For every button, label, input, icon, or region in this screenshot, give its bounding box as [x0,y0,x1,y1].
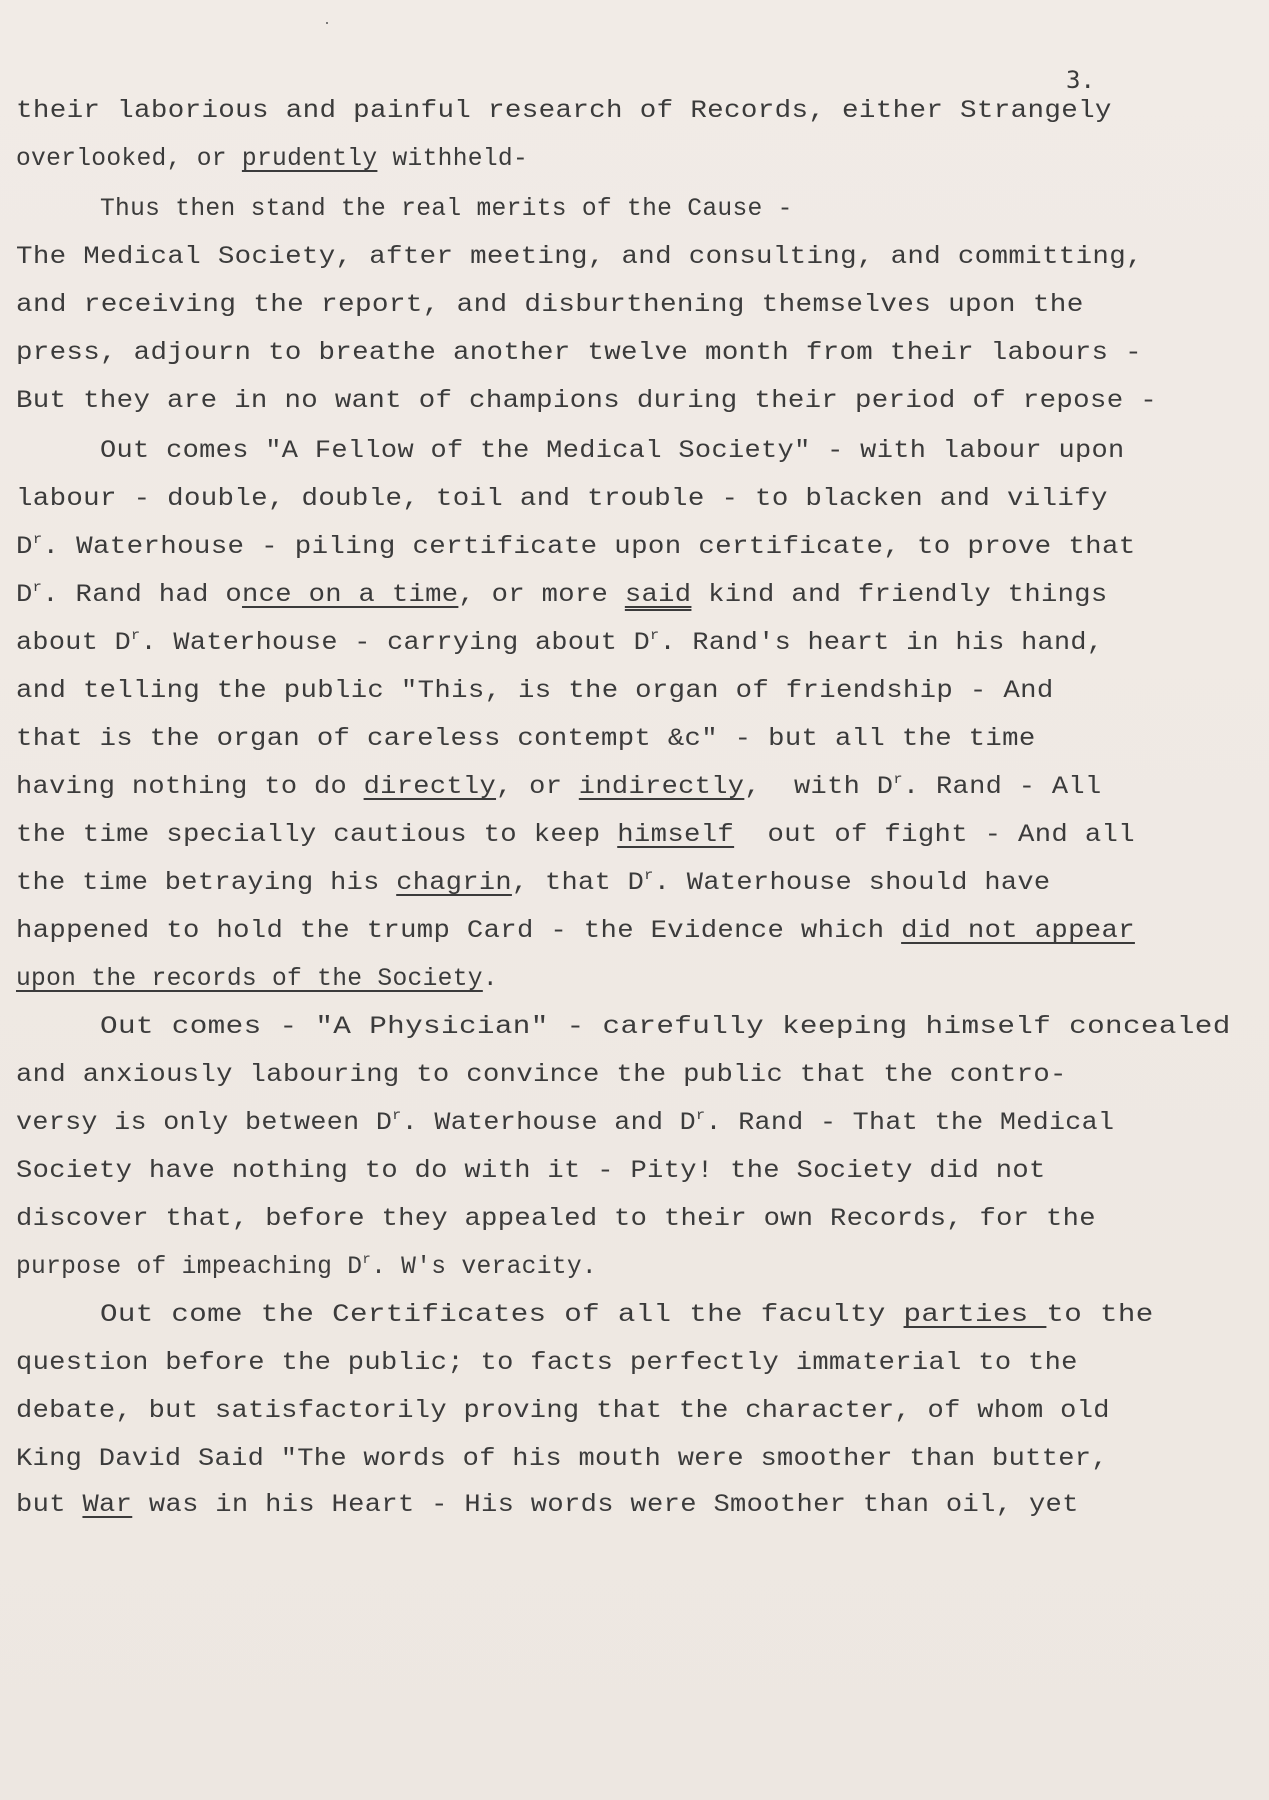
text-run: and receiving the report, and disburthening themselves upon the [16,292,1084,319]
text-run: , or [496,774,579,801]
text-run: overlooked, or [16,146,242,173]
superscript-abbrev: r [392,1108,402,1124]
text-run: and anxiously labouring to convince the public that the contro- [16,1062,1067,1089]
underlined-text: prudently [241,146,378,173]
text-run: purpose of impeaching D [16,1254,363,1281]
underlined-text: himself [617,822,735,849]
text-run: their laborious and painful research of Records, either Strangely [16,98,1112,125]
text-line [16,582,1108,609]
text-run: question before the public; to facts perfectly immaterial to the [16,1350,1078,1377]
superscript-abbrev: r [32,580,43,596]
text-run: out of fight - And all [734,822,1135,849]
text-run: press, adjourn to breathe another twelve month from their labours - [16,340,1142,367]
text-line [16,1492,1079,1519]
text-line [16,244,1143,271]
text-run: . [482,966,498,993]
text-run: but [16,1492,83,1519]
text-line [16,486,1108,513]
underlined-text: chagrin [396,870,512,897]
text-run: discover that, before they appealed to their own Records, for the [16,1206,1096,1233]
text-line [16,630,1103,657]
text-run: D [16,534,33,561]
text-run: . Rand had o [42,582,243,609]
text-line [16,98,1112,125]
text-line [16,534,1136,561]
text-run: . Rand - All [902,774,1102,801]
text-run: having nothing to do [16,774,364,801]
text-run: labour - double, double, toil and trouble - to blacken and vilify [16,486,1108,513]
text-run: and telling the public "This, is the organ of friendship - And [16,678,1054,705]
text-line [16,340,1142,367]
underlined-text: upon the records of the Society [16,966,483,993]
text-run: . Rand's heart in his hand, [659,630,1104,657]
text-run: , with D [744,774,894,801]
double-underlined-text: said [624,582,692,609]
text-line [100,196,793,223]
text-run: the time specially cautious to keep [16,822,618,849]
text-run: the time betraying his [16,870,397,897]
text-line [16,1158,1046,1185]
underlined-text: parties [903,1302,1047,1329]
text-run: . Waterhouse and D [401,1110,697,1137]
superscript-abbrev: r [362,1252,372,1268]
text-line [16,1398,1110,1425]
text-run: D [16,582,33,609]
text-line [16,918,1135,945]
text-run: . Waterhouse - carrying about D [140,630,651,657]
superscript-abbrev: r [131,628,141,644]
text-run: kind and friendly things [691,582,1108,609]
text-run: But they are in no want of champions during their period of repose - [16,388,1158,415]
text-line [16,146,528,173]
superscript-abbrev: r [696,1108,706,1124]
text-run: Out come the Certificates of all the faculty [100,1302,904,1329]
page-number: 3. [1066,66,1095,94]
text-run: The Medical Society, after meeting, and consulting, and committing, [16,244,1143,271]
underlined-text: nce on a time [242,582,459,609]
text-run: debate, but satisfactorily proving that the character, of whom old [16,1398,1110,1425]
text-line [16,1062,1067,1089]
superscript-abbrev: r [893,772,903,788]
underlined-text: directly [363,774,497,801]
text-line [100,1014,1231,1041]
text-run: was in his Heart - His words were Smoother than oil, yet [132,1492,1079,1519]
text-run: . Waterhouse should have [653,870,1051,897]
superscript-abbrev: r [32,532,43,548]
text-run: about D [16,630,132,657]
text-run: that is the organ of careless contempt &c" - but all the time [16,726,1036,753]
text-run: Out comes "A Fellow of the Medical Society" - with labour upon [100,438,1125,465]
text-line [16,1350,1078,1377]
underlined-text: did not appear [901,918,1135,945]
text-run: versy is only between D [16,1110,393,1137]
text-line [16,292,1084,319]
text-line [16,1254,597,1281]
text-line [16,870,1050,897]
text-run: . Waterhouse - piling certificate upon certificate, to prove that [42,534,1136,561]
text-run: Thus then stand the real merits of the Cause - [100,196,793,223]
text-line [16,774,1102,801]
text-run: withheld- [377,146,529,173]
text-line [16,822,1135,849]
underlined-text: indirectly [578,774,745,801]
text-line [100,438,1125,465]
text-line [16,388,1157,415]
text-run: , that D [511,870,645,897]
text-line [16,1110,1114,1137]
superscript-abbrev: r [650,628,660,644]
paper-speck [326,22,328,24]
text-run: Society have nothing to do with it - Pity! the Society did not [16,1158,1046,1185]
text-line [16,1446,1108,1473]
text-line [16,726,1036,753]
text-line [16,1206,1096,1233]
text-run: King David Said "The words of his mouth were smoother than butter, [16,1446,1108,1473]
text-run: . W's veracity. [371,1254,597,1281]
text-run: Out comes - "A Physician" - carefully keeping himself concealed [100,1014,1231,1041]
text-run: . Rand - That the Medical [705,1110,1115,1137]
underlined-text: War [82,1492,133,1519]
text-line [100,1302,1154,1329]
text-line [16,678,1054,705]
text-run: to the [1046,1302,1154,1329]
superscript-abbrev: r [644,868,654,884]
text-run: happened to hold the trump Card - the Evidence which [16,918,902,945]
text-line [16,966,498,993]
text-run: , or more [458,582,625,609]
